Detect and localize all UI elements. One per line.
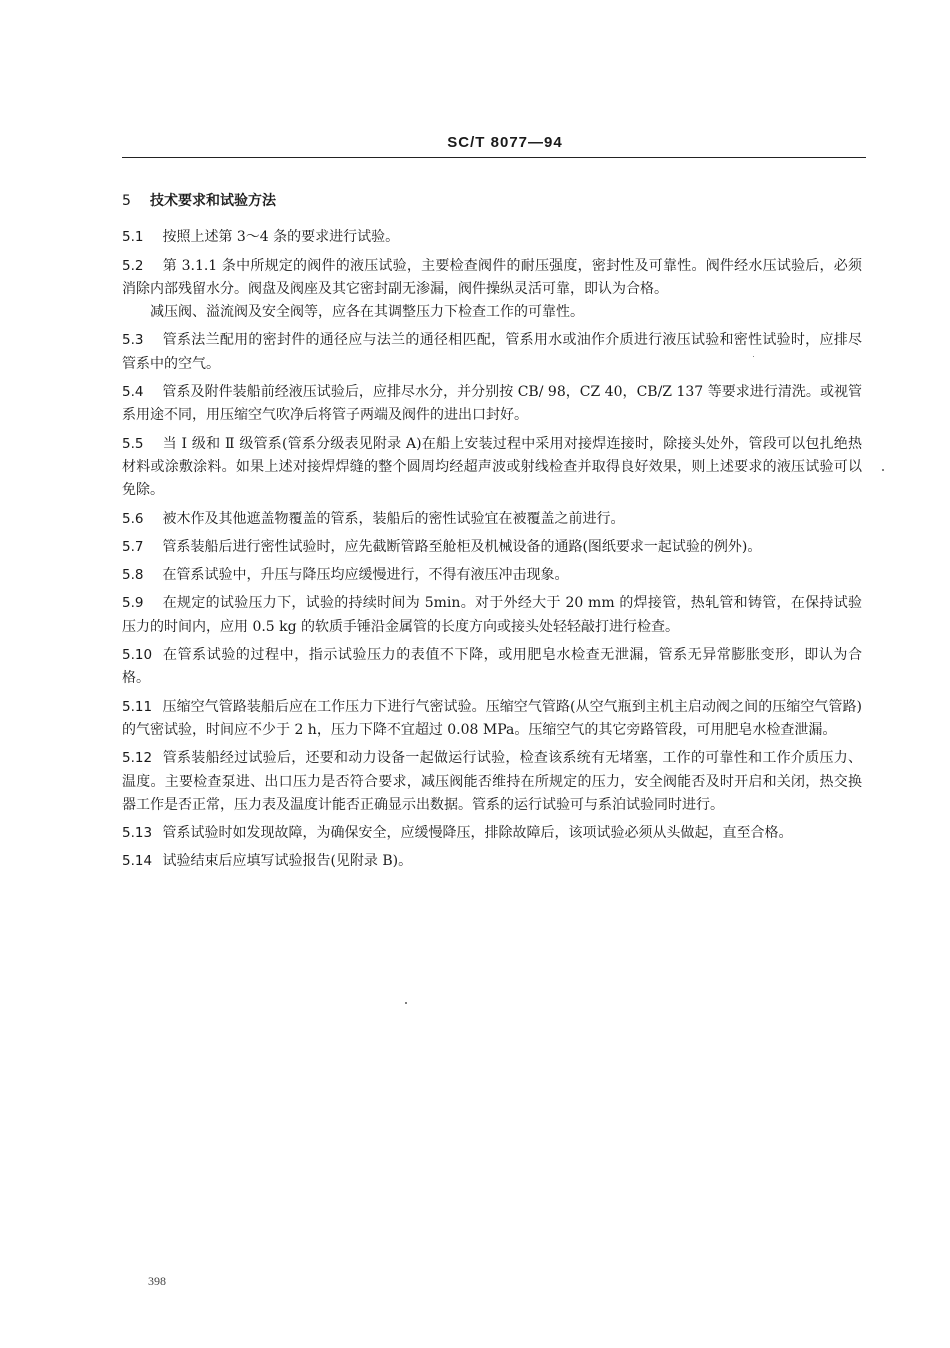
- clause-number: 5.11: [122, 698, 153, 715]
- clause-text: 管系试验时如发现故障，为确保安全，应缓慢降压，排除故障后，该项试验必须从头做起，直至合格。: [162, 825, 793, 842]
- clause-number: 5.8: [122, 567, 144, 584]
- clause-text: 管系及附件装船前经液压试验后，应排尽水分，并分别按 CB/ 98，CZ 40，CB/Z 137 等要求进行清洗。或视管系用途不同，用压缩空气吹净后将管子两端及阀件的进出口封好。: [122, 384, 862, 424]
- page-number: 398: [148, 1274, 166, 1288]
- clause-text: 在管系试验的过程中，指示试验压力的表值不下降，或用肥皂水检查无泄漏，管系无异常膨胀变形，即认为合格。: [122, 647, 863, 687]
- clause-text: 第 3.1.1 条中所规定的阀件的液压试验，主要检查阀件的耐压强度，密封性及可靠性。阀件经水压试验后，必须消除内部残留水分。阀盘及阀座及其它密封副无渗漏，阀件操纵灵活可靠，即认为合格。: [122, 257, 862, 297]
- scan-speck: [753, 356, 754, 357]
- clause-number: 5.14: [122, 853, 153, 870]
- header-divider: [122, 157, 866, 158]
- clause-text: 被木作及其他遮盖物覆盖的管系，装船后的密性试验宜在被覆盖之前进行。: [162, 510, 625, 527]
- section-heading: [122, 190, 862, 213]
- clause-text: 管系法兰配用的密封件的通径应与法兰的通径相匹配，管系用水或油作介质进行液压试验和密性试验时，应排尽管系中的空气。: [122, 332, 863, 372]
- clause-number: 5.10: [122, 647, 153, 664]
- clause-5-12: [122, 747, 862, 817]
- clause-5-2-continuation: [122, 301, 862, 324]
- scan-speck: [405, 1002, 407, 1004]
- clause-5-5: [122, 433, 862, 503]
- clause-text: 在管系试验中，升压与降压均应缓慢进行，不得有液压冲击现象。: [162, 567, 569, 584]
- clause-number: 5.6: [122, 510, 144, 527]
- clause-text: 当 Ⅰ 级和 Ⅱ 级管系(管系分级表见附录 A)在船上安装过程中采用对接焊连接时，除接头处外，管段可以包扎绝热材料或涂敷涂料。如果上述对接焊焊缝的整个圆周均经超声波或射线检查并取得良好效果，则上述要求的液压试验可以免除。: [122, 435, 862, 499]
- clause-text: 压缩空气管路装船后应在工作压力下进行气密试验。压缩空气管路(从空气瓶到主机主启动阀之间的压缩空气管路)的气密试验，时间应不少于 2 h，压力下降不宜超过 0.08 MPa。压缩空气的其它旁路管段，可用肥皂水检查泄漏。: [122, 698, 863, 738]
- clause-text: 按照上述第 3～4 条的要求进行试验。: [162, 229, 400, 246]
- clause-text: 管系装船后进行密性试验时，应先截断管路至舱柜及机械设备的通路(图纸要求一起试验的例外)。: [162, 538, 762, 555]
- clause-5-7: [122, 536, 862, 559]
- clause-number: 5.1: [122, 229, 144, 246]
- clause-5-4: [122, 381, 862, 428]
- document-body: [122, 190, 862, 879]
- clause-number: 5.13: [122, 825, 153, 842]
- clause-number: 5.12: [122, 750, 153, 767]
- clause-number: 5.7: [122, 538, 144, 555]
- clause-number: 5.4: [122, 384, 144, 401]
- scan-speck: [882, 469, 884, 471]
- clause-5-2: [122, 255, 862, 302]
- clause-text: 管系装船经过试验后，还要和动力设备一起做运行试验，检查该系统有无堵塞，工作的可靠性和工作介质压力、温度。主要检查泵进、出口压力是否符合要求，减压阀能否维持在所规定的压力，安全阀能否及时开启和关闭，热交换器工作是否正常，压力表及温度计能否正确显示出数据。管系的运行试验可与系泊试验同时进行。: [122, 750, 863, 813]
- clause-5-11: [122, 696, 862, 743]
- clause-5-8: [122, 564, 862, 587]
- clause-5-14: [122, 850, 862, 873]
- clause-5-1: [122, 226, 862, 249]
- clause-5-6: [122, 508, 862, 531]
- clause-number: 5.3: [122, 332, 144, 349]
- standard-code-header: SC/T 8077—94: [447, 134, 563, 151]
- clause-text: 减压阀、溢流阀及安全阀等，应各在其调整压力下检查工作的可靠性。: [150, 304, 584, 321]
- section-title: 技术要求和试验方法: [150, 193, 276, 209]
- clause-5-13: [122, 822, 862, 845]
- clause-number: 5.9: [122, 595, 144, 612]
- clause-number: 5.2: [122, 257, 144, 274]
- clause-number: 5.5: [122, 435, 144, 452]
- clause-5-9: [122, 592, 862, 639]
- clause-5-3: [122, 329, 862, 376]
- clause-text: 试验结束后应填写试验报告(见附录 B)。: [162, 853, 413, 870]
- clause-5-10: [122, 644, 862, 691]
- clause-text: 在规定的试验压力下，试验的持续时间为 5min。对于外经大于 20 mm 的焊接管，热轧管和铸管，在保持试验压力的时间内，应用 0.5 kg 的软质手锤沿金属管的长度方向或接头处轻轻敲打进行检查。: [122, 595, 863, 635]
- section-number: 5: [122, 193, 131, 209]
